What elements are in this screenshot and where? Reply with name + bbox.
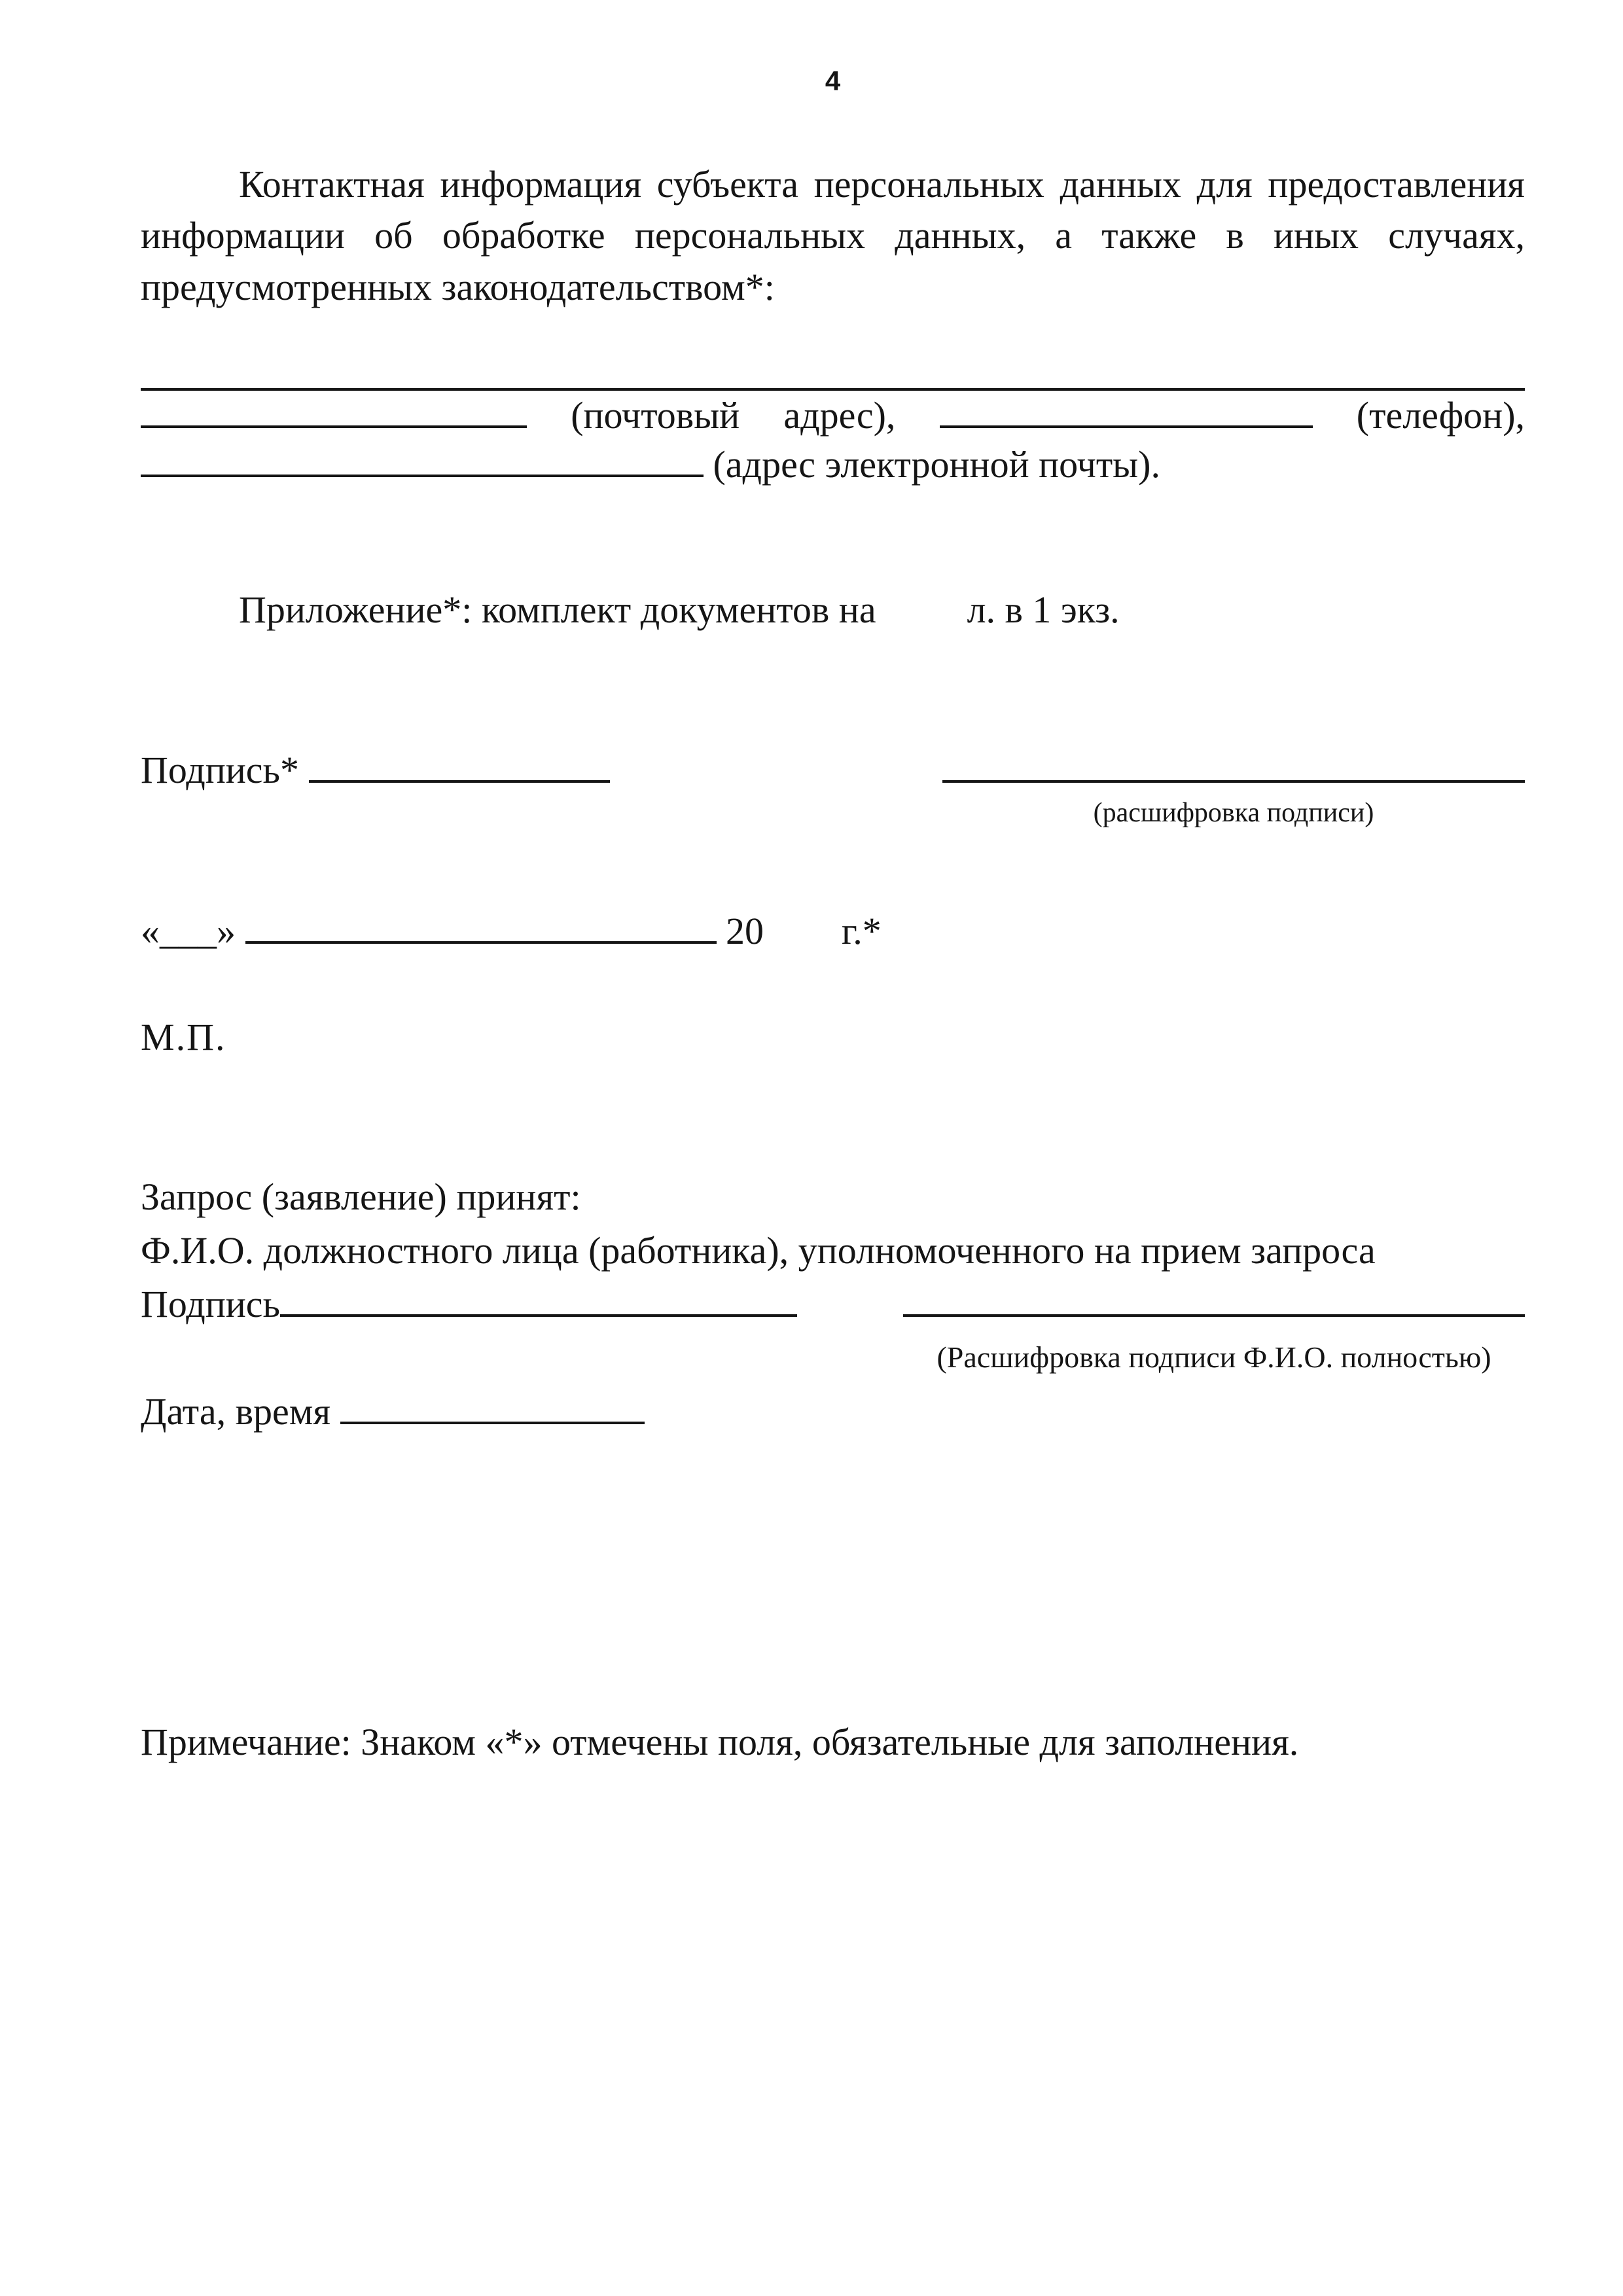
request-official-line: Ф.И.О. должностного лица (работника), уполномоченного на прием запроса xyxy=(141,1229,1376,1272)
email-line xyxy=(141,440,1525,489)
request-datetime-blank xyxy=(340,1388,645,1424)
date-line xyxy=(141,907,1525,953)
signature-label: Подпись* xyxy=(141,748,299,791)
signature-left xyxy=(141,746,610,792)
page-number: 4 xyxy=(825,65,841,96)
date-year-suffix: г.* xyxy=(842,909,882,952)
request-accepted-block xyxy=(141,1170,1525,1439)
request-signature-right xyxy=(903,1278,1525,1378)
signature-row xyxy=(141,746,1525,829)
request-signature-left xyxy=(141,1278,797,1331)
contact-info-blank-line xyxy=(141,349,1525,391)
request-datetime-label: Дата, время xyxy=(141,1390,331,1433)
request-signature-label: Подпись xyxy=(141,1283,280,1326)
email-blank xyxy=(141,440,704,477)
request-datetime-line xyxy=(141,1385,1525,1439)
postal-phone-line xyxy=(141,391,1525,440)
stamp-placeholder: М.П. xyxy=(141,1015,226,1058)
request-signature-blank xyxy=(280,1280,797,1317)
request-signature-row xyxy=(141,1278,1525,1378)
attachment-suffix: л. в 1 экз. xyxy=(967,588,1120,631)
signature-right xyxy=(942,746,1525,829)
attachment-line xyxy=(141,588,1525,632)
request-decryption-caption: (Расшифровка подписи Ф.И.О. полностью) xyxy=(936,1340,1491,1374)
postal-address-label: (почтовый адрес), xyxy=(571,393,896,437)
attachment-prefix: Приложение*: комплект документов на xyxy=(239,588,876,631)
date-month-blank xyxy=(245,907,717,944)
signature-decryption-caption: (расшифровка подписи) xyxy=(1093,797,1374,828)
signature-blank xyxy=(309,746,610,783)
request-decryption-blank xyxy=(903,1280,1525,1317)
phone-blank xyxy=(940,391,1313,428)
footnote: Примечание: Знаком «*» отмечены поля, обязательные для заполнения. xyxy=(141,1721,1299,1764)
date-day-quotes: «___» xyxy=(141,909,236,952)
email-label: (адрес электронной почты). xyxy=(713,443,1160,486)
signature-decryption-blank xyxy=(942,746,1525,783)
date-year-prefix: 20 xyxy=(726,909,764,952)
contact-info-paragraph: Контактная информация субъекта персональных данных для предоставления информации об обработке персональных данных, а также в иных случаях, предусмотренных законодательством*: xyxy=(141,163,1525,308)
postal-address-blank xyxy=(141,391,527,428)
phone-label: (телефон), xyxy=(1356,393,1525,437)
request-accepted-line: Запрос (заявление) принят: xyxy=(141,1175,581,1218)
